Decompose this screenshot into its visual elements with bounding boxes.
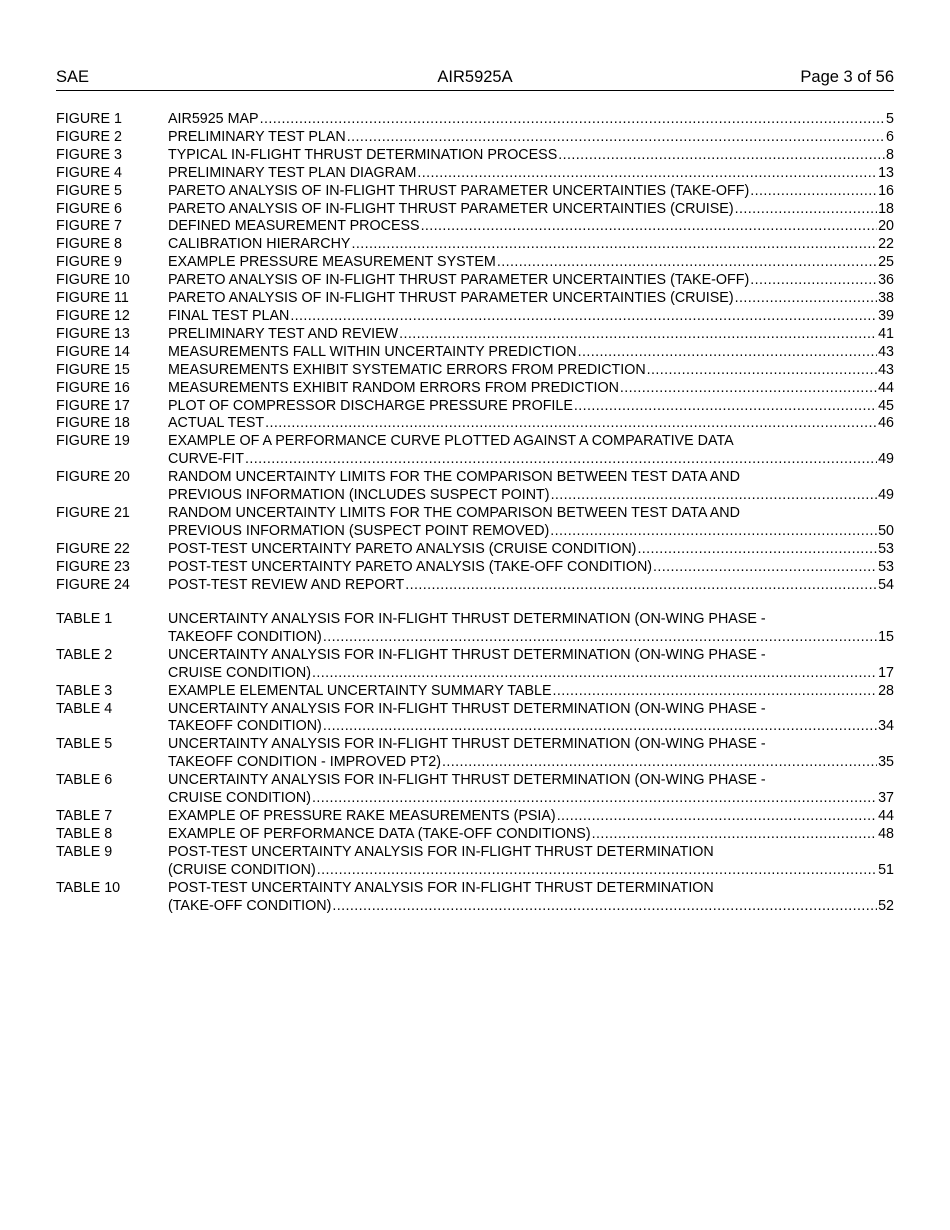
table-entry-title-line: EXAMPLE ELEMENTAL UNCERTAINTY SUMMARY TABLE — [168, 682, 552, 699]
figure-entry-page-number: 50 — [878, 522, 894, 539]
figure-entry-page-number: 5 — [886, 111, 894, 127]
table-entry-page-number: 44 — [878, 807, 894, 824]
table-entry-title-line: UNCERTAINTY ANALYSIS FOR IN-FLIGHT THRUST DETERMINATION (ON-WING PHASE - — [168, 736, 766, 753]
figure-entry-page-number: 45 — [878, 397, 894, 414]
list-of-figures — [56, 111, 894, 594]
header-org: SAE — [56, 68, 90, 86]
figure-entry-page-number: 43 — [878, 361, 894, 378]
figure-entry-label: FIGURE 3 — [56, 146, 122, 163]
figure-entry-title — [168, 433, 894, 469]
table-entry-label: TABLE 8 — [56, 825, 113, 842]
figure-entry-title-line: POST-TEST UNCERTAINTY PARETO ANALYSIS (CRUISE CONDITION) — [168, 540, 637, 557]
figure-entry-title-line: PREVIOUS INFORMATION (INCLUDES SUSPECT POINT) — [168, 487, 550, 504]
figure-entry-label: FIGURE 14 — [56, 343, 130, 360]
figure-entry-title — [168, 236, 894, 254]
figure-entry-title — [168, 415, 894, 433]
figure-entry[interactable] — [56, 469, 894, 505]
figure-entry-label: FIGURE 19 — [56, 433, 130, 450]
figure-entry-label: FIGURE 2 — [56, 128, 122, 145]
dot-leader — [442, 754, 877, 772]
figure-entry-title-line: PRELIMINARY TEST AND REVIEW — [168, 325, 399, 342]
dot-leader — [399, 326, 877, 344]
table-entry-title — [168, 844, 894, 880]
figure-entry-label: FIGURE 12 — [56, 307, 130, 324]
figure-entry-title-line: PARETO ANALYSIS OF IN-FLIGHT THRUST PARAMETER UNCERTAINTIES (CRUISE) — [168, 290, 734, 307]
table-entry[interactable] — [56, 880, 894, 916]
table-entry-title — [168, 808, 894, 826]
dot-leader — [323, 718, 877, 736]
dot-leader — [497, 254, 877, 272]
table-entry[interactable] — [56, 611, 894, 647]
figure-entry-title — [168, 290, 894, 308]
dot-leader — [317, 862, 877, 880]
header-doc-id: AIR5925A — [437, 68, 513, 86]
figure-entry-page-number: 16 — [878, 182, 894, 199]
figure-entry-title — [168, 183, 894, 201]
dot-leader — [750, 183, 877, 201]
figure-entry-title-line: ACTUAL TEST — [168, 415, 265, 432]
table-entry-label: TABLE 5 — [56, 736, 113, 753]
figure-entry[interactable] — [56, 183, 894, 201]
figure-entry-title-line: FINAL TEST PLAN — [168, 307, 290, 324]
figure-entry-title — [168, 469, 894, 505]
table-entry-title — [168, 880, 894, 916]
figure-entry[interactable] — [56, 505, 894, 541]
figure-entry-label: FIGURE 24 — [56, 576, 130, 593]
dot-leader — [551, 487, 878, 505]
figure-entry-title — [168, 201, 894, 219]
figure-entry-title-line: MEASUREMENTS EXHIBIT SYSTEMATIC ERRORS FROM PREDICTION — [168, 361, 646, 378]
table-entry-title — [168, 826, 894, 844]
page-header — [56, 68, 894, 91]
figure-entry-label: FIGURE 17 — [56, 397, 130, 414]
figure-entry-page-number: 46 — [878, 415, 894, 432]
figure-entry-title — [168, 505, 894, 541]
figure-entry-page-number: 53 — [878, 558, 894, 575]
table-entry-title — [168, 683, 894, 701]
figure-entry-label: FIGURE 8 — [56, 236, 122, 253]
figure-entry[interactable] — [56, 165, 894, 183]
figure-entry-title — [168, 254, 894, 272]
figure-entry[interactable] — [56, 362, 894, 380]
figure-entry-page-number: 22 — [878, 236, 894, 253]
dot-leader — [552, 683, 877, 701]
dot-leader — [347, 129, 885, 147]
dot-leader — [574, 398, 877, 416]
table-entry-page-number: 28 — [878, 682, 894, 699]
dot-leader — [653, 559, 877, 577]
figure-entry[interactable] — [56, 559, 894, 577]
table-entry[interactable] — [56, 683, 894, 701]
figure-entry-page-number: 49 — [878, 451, 894, 468]
figure-entry-label: FIGURE 18 — [56, 415, 130, 432]
table-entry[interactable] — [56, 844, 894, 880]
table-entry[interactable] — [56, 772, 894, 808]
figure-entry-title-line: PREVIOUS INFORMATION (SUSPECT POINT REMOVED) — [168, 522, 550, 539]
figure-entry[interactable] — [56, 218, 894, 236]
figure-entry-page-number: 6 — [886, 128, 894, 145]
figure-entry-title — [168, 129, 894, 147]
dot-leader — [312, 665, 877, 683]
dot-leader — [265, 415, 877, 433]
figure-entry-title-line: TYPICAL IN-FLIGHT THRUST DETERMINATION PROCESS — [168, 146, 558, 163]
figure-entry-page-number: 53 — [878, 540, 894, 557]
dot-leader — [735, 290, 877, 308]
dot-leader — [735, 201, 877, 219]
dot-leader — [245, 451, 877, 469]
dot-leader — [550, 523, 877, 541]
table-entry-title — [168, 772, 894, 808]
dot-leader — [405, 577, 877, 595]
figure-entry-title-line: PLOT OF COMPRESSOR DISCHARGE PRESSURE PROFILE — [168, 397, 573, 414]
table-entry-label: TABLE 1 — [56, 611, 113, 627]
table-entry[interactable] — [56, 826, 894, 844]
figure-entry-title — [168, 362, 894, 380]
figure-entry-title-line: PRELIMINARY TEST PLAN — [168, 128, 346, 145]
figure-entry-label: FIGURE 11 — [56, 290, 129, 307]
dot-leader — [620, 380, 877, 398]
dot-leader — [421, 218, 878, 236]
table-entry-title-line: TAKEOFF CONDITION) — [168, 628, 322, 645]
header-page-number: Page 3 of 56 — [800, 68, 894, 86]
figure-entry-title — [168, 559, 894, 577]
figure-entry[interactable] — [56, 344, 894, 362]
figure-entry-title — [168, 165, 894, 183]
table-entry-page-number: 15 — [878, 628, 894, 645]
figure-entry[interactable] — [56, 111, 894, 129]
table-entry-page-number: 48 — [878, 825, 894, 842]
table-entry-title — [168, 701, 894, 737]
figure-entry-title — [168, 577, 894, 595]
table-entry-title-line: POST-TEST UNCERTAINTY ANALYSIS FOR IN-FLIGHT THRUST DETERMINATION — [168, 879, 714, 896]
table-entry-title-line: POST-TEST UNCERTAINTY ANALYSIS FOR IN-FLIGHT THRUST DETERMINATION — [168, 843, 714, 860]
dot-leader — [332, 898, 877, 916]
figure-entry-title-line: AIR5925 MAP — [168, 111, 259, 127]
table-entry-page-number: 52 — [878, 897, 894, 914]
table-entry-label: TABLE 7 — [56, 807, 113, 824]
dot-leader — [750, 272, 877, 290]
figure-entry-page-number: 36 — [878, 272, 894, 289]
table-entry[interactable] — [56, 808, 894, 826]
table-entry-title-line: (CRUISE CONDITION) — [168, 861, 316, 878]
figure-entry-title-line: PRELIMINARY TEST PLAN DIAGRAM — [168, 164, 417, 181]
table-entry-label: TABLE 2 — [56, 646, 113, 663]
figure-entry-page-number: 38 — [878, 290, 894, 307]
table-entry-title-line: UNCERTAINTY ANALYSIS FOR IN-FLIGHT THRUST DETERMINATION (ON-WING PHASE - — [168, 772, 766, 789]
table-entry-title-line: CRUISE CONDITION) — [168, 664, 311, 681]
dot-leader — [351, 236, 877, 254]
figure-entry-page-number: 44 — [878, 379, 894, 396]
figure-entry-label: FIGURE 7 — [56, 218, 122, 235]
table-entry-page-number: 34 — [878, 718, 894, 735]
figure-entry-label: FIGURE 13 — [56, 325, 130, 342]
figure-entry-title — [168, 344, 894, 362]
figure-entry[interactable] — [56, 326, 894, 344]
figure-entry-page-number: 49 — [878, 487, 894, 504]
figure-entry-title-line: PARETO ANALYSIS OF IN-FLIGHT THRUST PARAMETER UNCERTAINTIES (CRUISE) — [168, 200, 734, 217]
table-entry[interactable] — [56, 647, 894, 683]
figure-entry-title-line: MEASUREMENTS EXHIBIT RANDOM ERRORS FROM PREDICTION — [168, 379, 619, 396]
table-entry-label: TABLE 9 — [56, 843, 113, 860]
table-entry-title-line: TAKEOFF CONDITION - IMPROVED PT2) — [168, 754, 441, 771]
dot-leader — [290, 308, 877, 326]
table-entry-label: TABLE 3 — [56, 682, 113, 699]
dot-leader — [647, 362, 877, 380]
figure-entry[interactable] — [56, 272, 894, 290]
figure-entry-title — [168, 272, 894, 290]
figure-entry-title-line: PARETO ANALYSIS OF IN-FLIGHT THRUST PARAMETER UNCERTAINTIES (TAKE-OFF) — [168, 272, 750, 289]
figure-entry[interactable] — [56, 577, 894, 595]
figure-entry[interactable] — [56, 415, 894, 433]
figure-entry-page-number: 20 — [878, 218, 894, 235]
table-entry-title — [168, 611, 894, 647]
figure-entry-title — [168, 218, 894, 236]
figure-entry-label: FIGURE 5 — [56, 182, 122, 199]
table-entry-title-line: UNCERTAINTY ANALYSIS FOR IN-FLIGHT THRUST DETERMINATION (ON-WING PHASE - — [168, 611, 766, 627]
dot-leader — [557, 808, 877, 826]
figure-entry[interactable] — [56, 129, 894, 147]
dot-leader — [260, 111, 885, 129]
table-entry-title-line: TAKEOFF CONDITION) — [168, 718, 322, 735]
dot-leader — [637, 541, 877, 559]
figure-entry[interactable] — [56, 380, 894, 398]
dot-leader — [578, 344, 878, 362]
dot-leader — [312, 790, 877, 808]
figure-entry-page-number: 41 — [878, 325, 894, 342]
figure-entry[interactable] — [56, 290, 894, 308]
list-of-tables — [56, 611, 894, 915]
table-entry[interactable] — [56, 701, 894, 737]
figure-entry-label: FIGURE 10 — [56, 272, 130, 289]
table-entry[interactable] — [56, 736, 894, 772]
dot-leader — [323, 629, 877, 647]
figure-entry-page-number: 43 — [878, 343, 894, 360]
figure-entry-label: FIGURE 1 — [56, 111, 122, 127]
figure-entry-title-line: POST-TEST UNCERTAINTY PARETO ANALYSIS (TAKE-OFF CONDITION) — [168, 558, 653, 575]
table-entry-page-number: 51 — [878, 861, 894, 878]
figure-entry-page-number: 25 — [878, 254, 894, 271]
figure-entry-title — [168, 380, 894, 398]
figure-entry-label: FIGURE 20 — [56, 469, 130, 486]
figure-entry[interactable] — [56, 254, 894, 272]
table-entry-title-line: (TAKE-OFF CONDITION) — [168, 897, 332, 914]
table-entry-page-number: 17 — [878, 664, 894, 681]
figure-entry-label: FIGURE 23 — [56, 558, 130, 575]
figure-entry[interactable] — [56, 433, 894, 469]
table-entry-title-line: UNCERTAINTY ANALYSIS FOR IN-FLIGHT THRUST DETERMINATION (ON-WING PHASE - — [168, 646, 766, 663]
figure-entry-title-line: EXAMPLE PRESSURE MEASUREMENT SYSTEM — [168, 254, 496, 271]
figure-entry-label: FIGURE 15 — [56, 361, 130, 378]
figure-entry-page-number: 13 — [878, 164, 894, 181]
figure-entry-title — [168, 541, 894, 559]
figure-entry-title-line: EXAMPLE OF A PERFORMANCE CURVE PLOTTED AGAINST A COMPARATIVE DATA — [168, 433, 734, 450]
figure-entry-title-line: MEASUREMENTS FALL WITHIN UNCERTAINTY PREDICTION — [168, 343, 577, 360]
figure-entry-title-line: POST-TEST REVIEW AND REPORT — [168, 576, 405, 593]
figure-entry[interactable] — [56, 147, 894, 165]
dot-leader — [558, 147, 885, 165]
table-entry-title — [168, 736, 894, 772]
figure-entry-label: FIGURE 4 — [56, 164, 122, 181]
table-entry-title-line: CRUISE CONDITION) — [168, 790, 311, 807]
figure-entry-title — [168, 111, 894, 129]
figure-entry-page-number: 18 — [878, 200, 894, 217]
table-entry-label: TABLE 10 — [56, 879, 121, 896]
table-entry-title-line: EXAMPLE OF PRESSURE RAKE MEASUREMENTS (PSIA) — [168, 807, 556, 824]
figure-entry-title-line: RANDOM UNCERTAINTY LIMITS FOR THE COMPARISON BETWEEN TEST DATA AND — [168, 504, 740, 521]
figure-entry-title — [168, 326, 894, 344]
figure-entry-label: FIGURE 16 — [56, 379, 130, 396]
figure-entry-label: FIGURE 9 — [56, 254, 122, 271]
figure-entry[interactable] — [56, 308, 894, 326]
table-entry-title-line: UNCERTAINTY ANALYSIS FOR IN-FLIGHT THRUST DETERMINATION (ON-WING PHASE - — [168, 700, 766, 717]
figure-entry-title — [168, 398, 894, 416]
table-entry-label: TABLE 6 — [56, 772, 113, 789]
table-entry-title-line: EXAMPLE OF PERFORMANCE DATA (TAKE-OFF CONDITIONS) — [168, 825, 591, 842]
figure-entry[interactable] — [56, 398, 894, 416]
figure-entry-label: FIGURE 6 — [56, 200, 122, 217]
figure-entry-page-number: 39 — [878, 307, 894, 324]
figure-entry-label: FIGURE 22 — [56, 540, 130, 557]
table-entry-page-number: 37 — [878, 790, 894, 807]
dot-leader — [592, 826, 878, 844]
table-entry-title — [168, 647, 894, 683]
figure-entry-label: FIGURE 21 — [56, 504, 130, 521]
figure-entry-title — [168, 308, 894, 326]
figure-entry[interactable] — [56, 201, 894, 219]
table-entry-page-number: 35 — [878, 754, 894, 771]
figure-entry[interactable] — [56, 236, 894, 254]
figure-entry-title-line: DEFINED MEASUREMENT PROCESS — [168, 218, 420, 235]
dot-leader — [417, 165, 877, 183]
figure-entry[interactable] — [56, 541, 894, 559]
figure-entry-title-line: RANDOM UNCERTAINTY LIMITS FOR THE COMPARISON BETWEEN TEST DATA AND — [168, 469, 740, 486]
figure-entry-title-line: CURVE-FIT — [168, 451, 244, 468]
figure-entry-page-number: 54 — [878, 576, 894, 593]
figure-entry-title-line: PARETO ANALYSIS OF IN-FLIGHT THRUST PARAMETER UNCERTAINTIES (TAKE-OFF) — [168, 182, 750, 199]
figure-entry-title — [168, 147, 894, 165]
table-entry-label: TABLE 4 — [56, 700, 113, 717]
figure-entry-title-line: CALIBRATION HIERARCHY — [168, 236, 351, 253]
figure-entry-page-number: 8 — [886, 146, 894, 163]
